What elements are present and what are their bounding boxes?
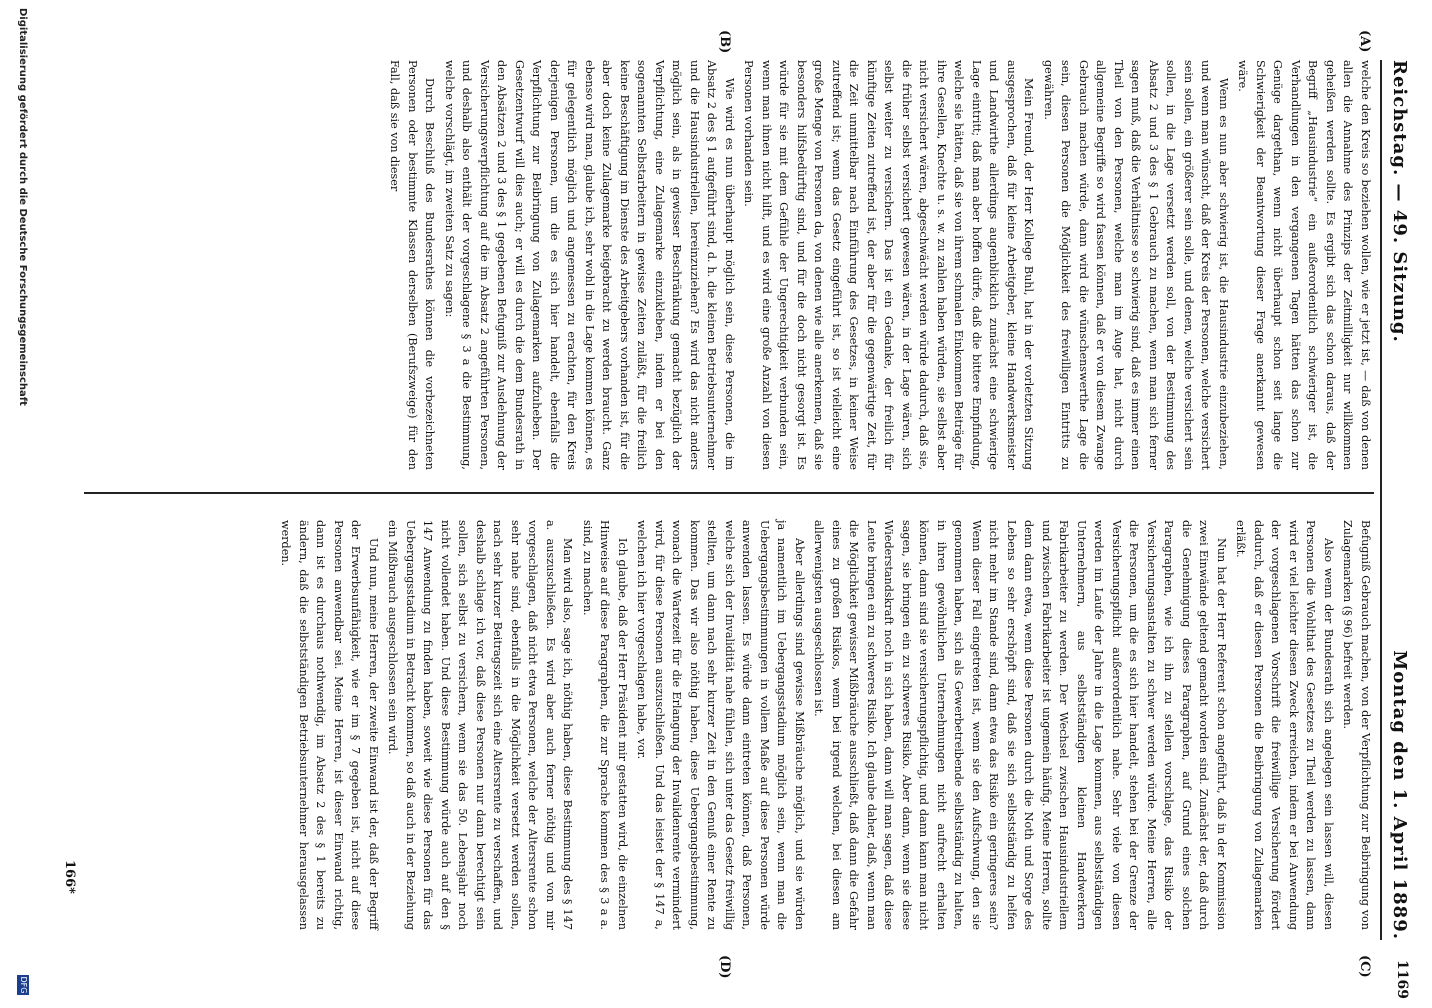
paragraph: Befugniß Gebrauch machen, von der Verpflichtung zur Beibringung von Zulagemarken (§ 96) befreit werden. xyxy=(1341,520,1372,930)
paragraph: Und nun, meine Herren, der zweite Einwand ist der, daß der Begriff der Erwerbsunfähigkeit, wie er im § 7 gegeben ist, nicht auf diese Personen anwendbar sei. Meine Herren, ist dieser Einwand richtig, dann ist es durchaus nothwendig, im Absatz 2 des § 1 bereits zu ändern, daß die selbstständigen Betriebsunternehmer herausgelassen werden. xyxy=(279,520,380,930)
right-text-column xyxy=(275,520,1374,930)
header-rule xyxy=(1380,60,1382,940)
margin-letter-a: (A) xyxy=(1357,30,1372,53)
paragraph: Man wird also, sage ich, nöthig haben, diese Bestimmung des § 147 a. auszuschließen. Es wird aber auch ferner nöthig und von mir vorgeschlagen, daß nicht etwa Personen, welche der Altersrente schon sehr nahe sind, ebenfalls in die Möglichkeit versetzt werden sollen, nach sehr kurzer Beitragszeit sich eine Altersrente zu verschaffen, und deshalb schlage ich vor, daß diese Personen nur dann berechtigt sein sollen, sich selbst zu versichern, wenn sie das 50. Lebensjahr noch nicht vollendet haben. Und diese Bestimmung würde auch auf den § 147 Anwendung zu finden haben, soweit wie diese Personen für das Uebergangsstadium in Betracht kommen, so daß auch in der Beziehung ein Mißbrauch ausgeschlossen sein wird. xyxy=(386,520,575,930)
signature-mark: 166* xyxy=(62,860,77,894)
digitization-note: Digitalisierung gefördert durch die Deutsche Forschungsgemeinschaft xyxy=(17,8,28,406)
paragraph: Aber allerdings sind gewisse Mißbräuche möglich, und sie würden ja namentlich im Uebergangsstadium möglich sein, wenn man die Uebergangsbestimmungen in vollem Maße auf diese Personen würde anwenden lassen. Es würde dann eintreten können, daß Personen, welche sich der Invalidität nahe fühlen, sich unter das Gesetz freiwillig stellten, um dann nach sehr kurzer Zeit in den Genuß einer Rente zu kommen. Das wir also nöthig haben, diese Uebergangsbestimmung, wonach die Wartezeit für die Erlangung der Invalidenrente vermindert wird, für diese Personen auszuschließen. Und das leistet der § 147 a, welchen ich hier vorgeschlagen habe, vor. xyxy=(635,520,806,930)
page-header xyxy=(1384,60,1414,940)
paragraph: Ich glaube, daß der Herr Präsident mir gestatten wird, die einzelnen Hinweise auf diese Paragraphen, die zur Sprache kommen des § 3 a a. sind, zu machen. xyxy=(581,520,629,930)
margin-letter-c: (C) xyxy=(1357,955,1372,978)
paragraph: Durch Beschluß des Bundesrathes können die vorbezeichneten Personen oder bestimmte Klassen derselben (Berufszweige) für den Fall, daß sie von dieser xyxy=(388,60,437,470)
dfg-logo-icon: DFG xyxy=(19,976,28,994)
header-title: Reichstag. — 49. Sitzung. xyxy=(1389,60,1410,343)
header-date: Montag den 1. April 1889. xyxy=(1389,650,1410,940)
paragraph: Nun hat der Herr Referent schon angeführt, daß in der Kommission zwei Einwände geltend gemacht worden sind. Zunächst der, daß durch die Genehmigung dieses Paragraphen, auf Grund eines solchen Paragraphen, wie ich ihn zu stellen vorschlage, das Risiko der Versicherungsanstalten zu schwer werden würde. Meine Herren, alle die Personen, um die es sich hier handelt, stehen bei der Grenze der Versicherungspflicht außerordentlich nahe. Sehr viele von diesen werden im Laufe der Jahre in die Lage kommen, aus selbstständigen Unternehmern, aus selbstständigen kleinen Handwerkern Fabrikarbeiter zu werden. Der Wechsel zwischen Hausindustriellem und zwischen Fabrikarbeiter ist ungemein häufig. Meine Herren, sollte denn dann etwa, wenn diese Personen durch die Noth und Sorge des Lebens so sehr erschöpft sind, daß sie sich selbstständig zu helfen nicht mehr im Stande sind, dann etwa das Risiko ein geringeres sein? Wenn dieser Fall eingetreten ist, wenn sie den Aufschwung, den sie genommen haben, sich als Gewerbetreibende selbstständig zu halten, in ihren gewöhnlichen Unternehmungen nicht aufrecht erhalten können, dann sind sie versicherungspflichtig, und dann kann man nicht sagen, sie bringen ein zu schweres Risiko. Aber dann, wenn sie diese Wiederstandskraft noch in sich haben, dann will man sagen, daß diese Leute bringen ein zu schweres Risiko. Ich glaube daher, daß, wenn man die Möglichkeit gewisser Mißbräuche ausschließt, daß dann die Gefahr eines zu großen Risikos, wenn bei irgend welchen, bei diesen am allerwenigsten ausgeschlossen ist. xyxy=(812,520,1228,930)
paragraph: Wenn es nun aber schwierig ist, die Hausindustrie einzubeziehen, und wenn man wünscht, daß der Kreis der Personen, welche versichert sein sollen, ein größerer sein solle, und denen, welche versichert sein sollen, in die Lage versetzt werden soll, von der Bestimmung des Absatz 2 und 3 des § 1 Gebrauch zu machen, wenn man sich ferner sagen muß, daß die Verhältnisse so schwierig sind, daß es immer einen Theil von den Personen, welche man im Auge hat, nicht durch allgemeine Begriffe so wird fassen können, daß er von diesem Zwange Gebrauch machen würde, dann wird die wünschenswerthe Lage die sein, diesen Personen die Möglichkeit des freiwilligen Eintritts zu gewähren. xyxy=(1042,60,1230,470)
paragraph: Also wenn der Bundesrath sich angelegen sein lassen will, diesen Personen die Wohlthat des Gesetzes zu Theil werden zu lassen, dann wird er viel leichter diesen Zweck erreichen, indem er bei Anwendung der vorgeschlagenen Vorschrift die freiwillige Versicherung fördert dadurch, daß er diesen Personen die Beibringung von Zulagemarken erläßt. xyxy=(1234,520,1335,930)
paragraph: Wie wird es nun überhaupt möglich sein, diese Personen, die im Absatz 2 des § 1 aufgeführt sind, d. h. die kleinen Betriebsunternehmer und die Hausindustriellen, hereinzuziehen? Es wird das nicht anders möglich sein, als in gewisser Beschränkung gemacht bezüglich der Verpflichtung, eine Zulagemarke einzukleben, indem er bei den sogenannten Selbstarbeitern in gewisse Zeiten zuläßt, für die freilich keine Beschäftigung im Dienste des Arbeitgebers vorhanden ist, für die aber doch keine Zulagemarke beigebracht zu werden braucht. Ganz ebenso wird man, glaube ich, sehr wohl in die Lage kommen können, es für gelegentlich möglich und angemessen zu erachten, für den Kreis derjenigen Personen, um die es sich hier handelt, ebenfalls die Verpflichtung zur Beibringung von Zulagemarken aufzuheben. Der Gesetzentwurf will dies auch; er will es durch die dem Bundesrath in den Absätzen 2 und 3 des § 1 gegebenen Befugniß zur Ausdehnung der Versicherungsverpflichtung auf die im Absatz 2 angeführten Personen, und deshalb also enthält der vorgeschlagene § 3 a die Bestimmung, welche vorschlägt, im zweiten Satz zu sagen: xyxy=(443,60,736,470)
column-divider xyxy=(84,492,1374,494)
margin-letter-d: (D) xyxy=(717,955,732,979)
page-number: 1169 xyxy=(1394,960,1410,999)
paragraph: welche den Kreis so beziehen wollen, wie er jetzt ist, — daß von denen allen die Annahme des Prinzips der Zeitmilligkeit nur willkommen geheißen werden sollte. Es ergibt sich das schon daraus, daß der Begriff „Hausindustrie“ ein außerordentlich schwieriger ist, die Verhandlungen in den vergangenen Tagen hätten das schon zur Genüge dargethan, wenn nicht überhaupt schon seit lange die Schwierigkeit der Beantwortung dieser Frage anerkannt gewesen wäre. xyxy=(1236,60,1372,470)
margin-letter-b: (B) xyxy=(717,30,732,54)
left-text-column xyxy=(384,60,1374,470)
paragraph: Mein Freund, der Herr Kollege Buhl, hat in der vorletzten Sitzung ausgesprochen, daß für kleine Arbeitgeber, kleine Handwerksmeister und Landwirthe allerdings augenblicklich zunächst eine schwierige Lage eintritt; daß man aber hoffen dürfe, daß die bittere Empfindung, welche sie hätten, daß sie von ihrem schmalen Einkommen Beiträge für ihre Gesellen, Knechte u. s. w. zu zahlen haben würden, sie selbst aber nicht versichert wären, abgeschwächt werden würde dadurch, daß sie, die früher selbst versichert gewesen wären, in der Lage wären, sich selbst weiter zu versichern. Das ist ein Gedanke, der freilich für künftige Zeiten zutreffend ist, der aber für die gegenwärtige Zeit, für die Zeit unmittelbar nach Einführung des Gesetzes, in keiner Weise zutreffend ist; wenn das Gesetz eingeführt ist, so ist vielleicht eine große Menge von Personen da, von denen wie alle anerkennen, daß sie besonders hilfsbedürftig sind, und für die doch nicht gesorgt ist. Es würde für sie mit dem Gefühle der Ungerechtigkeit verbunden sein, wenn man ihnen nicht hilft, und es wird eine große Anzahl von diesen Personen vorhanden sein. xyxy=(742,60,1036,470)
